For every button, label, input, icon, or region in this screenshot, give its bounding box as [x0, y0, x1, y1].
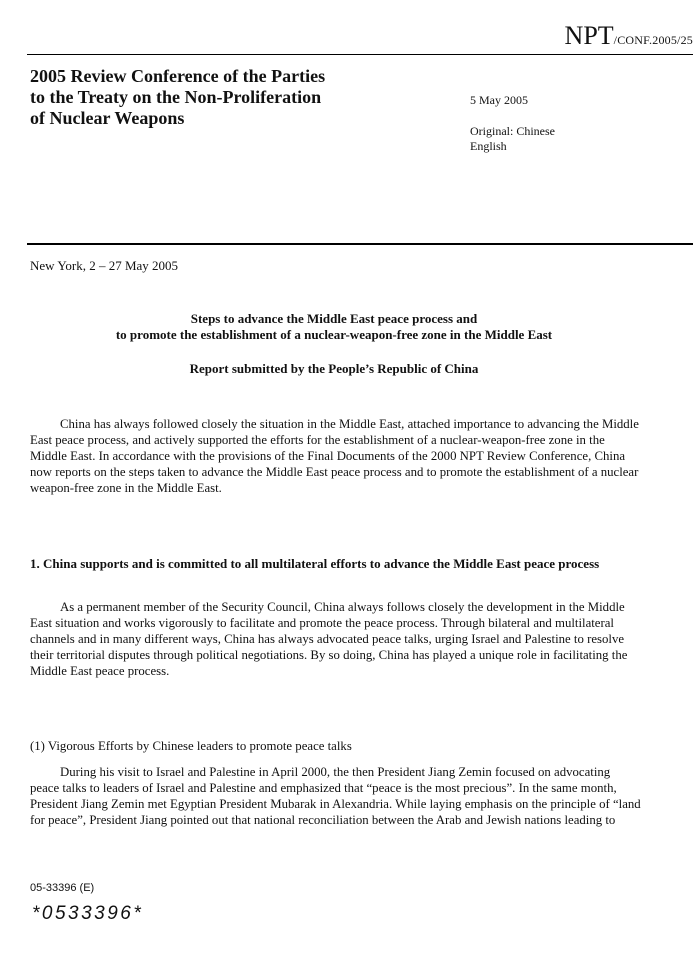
conference-title-line: to the Treaty on the Non-Proliferation: [30, 87, 322, 107]
title-rule: [27, 243, 693, 245]
conference-title: [30, 66, 430, 129]
second-language: English: [470, 139, 507, 153]
document-title-line: to promote the establishment of a nuclear-weapon-free zone in the Middle East: [115, 327, 553, 342]
venue-line: New York, 2 – 27 May 2005: [30, 258, 179, 273]
document-date: 5 May 2005: [470, 93, 528, 107]
subsection-heading: (1) Vigorous Efforts by Chinese leaders to promote peace talks: [30, 739, 352, 753]
document-symbol: [565, 22, 693, 54]
barcode-text: *0533396*: [32, 903, 144, 924]
document-title: [27, 311, 641, 343]
symbol-suffix: /CONF.2005/25: [613, 33, 693, 47]
job-number: 05-33396 (E): [30, 882, 95, 894]
original-language-label: Original: Chinese: [470, 124, 555, 138]
body-paragraph: China has always followed closely the situation in the Middle East, attached importance to advancing the Middle East peace process, and actively supported the efforts for the establishment of a nuclear-weapon-free zone in the Middle East. In accordance with the provisions of the Final Documents of the 2000 NPT Review Conference, China now reports on the steps taken to advance the Middle East peace process and to promote the establishment of a nuclear weapon-free zone in the Middle East.: [30, 417, 639, 495]
body-paragraph: As a permanent member of the Security Council, China always follows closely the development in the Middle East situation and works vigorously to facilitate and promote the peace process. Through bilateral and multilateral channels and in many different ways, China has always advocated peace talks, urging Israel and Palestine to resolve their territorial disputes through political negotiations. By so doing, China has played a unique role in facilitating the Middle East peace process.: [30, 600, 628, 678]
conference-title-line: of Nuclear Weapons: [30, 108, 185, 128]
header-rule: [27, 54, 693, 55]
original-language: [470, 124, 555, 154]
body-paragraph: During his visit to Israel and Palestine in April 2000, the then President Jiang Zemin focused on advocating peace talks to leaders of Israel and Palestine and emphasized that “peace is the most precious”. In the same month, President Jiang Zemin met Egyptian President Mubarak in Alexandria. While laying emphasis on the principle of “land for peace”, President Jiang pointed out that national reconciliation between the Arab and Jewish nations leading to: [30, 765, 641, 827]
conference-title-line: 2005 Review Conference of the Parties: [30, 66, 326, 86]
document-title-line: Steps to advance the Middle East peace process and: [190, 311, 478, 326]
report-submitter: Report submitted by the People’s Republic of China: [189, 361, 479, 376]
section-heading: 1. China supports and is committed to all multilateral efforts to advance the Middle East peace process: [30, 556, 600, 571]
symbol-main: NPT: [564, 21, 614, 50]
